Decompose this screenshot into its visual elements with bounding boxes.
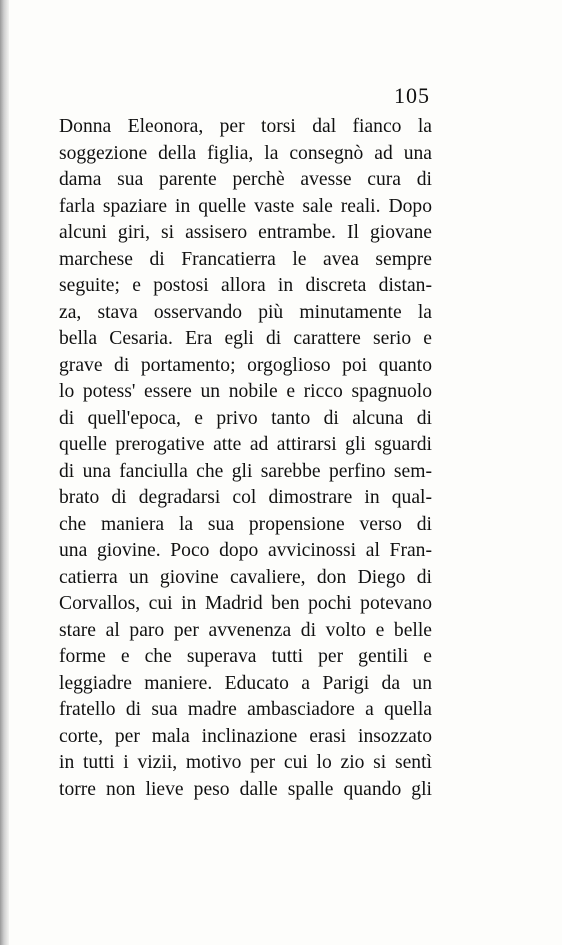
text-line: quelle prerogative atte ad attirarsi gli sguardi xyxy=(59,434,432,455)
text-line: brato di degradarsi col dimostrare in qual- xyxy=(59,487,432,508)
text-line: za, stava osservando più minutamente la xyxy=(59,301,432,323)
text-line: farla spaziare in quelle vaste sale reali. Dopo xyxy=(59,195,432,217)
text-line: di una fanciulla che gli sarebbe perfino sem- xyxy=(59,460,432,482)
text-line: catierra un giovine cavaliere, don Diego di xyxy=(59,566,432,588)
text-line: stare al paro per avvenenza di volto e belle xyxy=(59,619,432,641)
text-line: che maniera la sua propensione verso di xyxy=(59,513,432,535)
text-line: bella Cesaria. Era egli di carattere serio e xyxy=(59,328,432,349)
text-line: alcuni giri, si assisero entrambe. Il giovane xyxy=(59,222,432,243)
text-line: corte, per mala inclinazione erasi insozzato xyxy=(59,725,432,747)
page-number: 105 xyxy=(394,83,430,108)
text-line: soggezione della figlia, la consegnò ad una xyxy=(59,142,432,164)
text-line: marchese di Francatierra le avea sempre xyxy=(59,248,432,270)
text-line: una giovine. Poco dopo avvicinossi al Fran- xyxy=(59,540,432,561)
text-line: dama sua parente perchè avesse cura di xyxy=(59,169,432,190)
text-line: grave di portamento; orgoglioso poi quanto xyxy=(59,354,432,376)
text-line: forme e che superava tutti per gentili e xyxy=(59,646,432,667)
text-line: torre non lieve peso dalle spalle quando gli xyxy=(59,778,432,800)
text-line: fratello di sua madre ambasciadore a quella xyxy=(59,699,432,720)
body-text xyxy=(59,114,432,803)
text-line: seguite; e postosi allora in discreta distan- xyxy=(59,275,432,296)
text-line: Donna Eleonora, per torsi dal fianco la xyxy=(59,116,432,137)
text-line: di quell'epoca, e privo tanto di alcuna di xyxy=(59,407,432,429)
text-line: leggiadre maniere. Educato a Parigi da un xyxy=(59,672,432,694)
text-line: in tutti i vizii, motivo per cui lo zio si sentì xyxy=(59,752,432,773)
text-line: Corvallos, cui in Madrid ben pochi potevano xyxy=(59,593,432,614)
text-line: lo potess' essere un nobile e ricco spagnuolo xyxy=(59,381,432,402)
binding-gutter xyxy=(0,0,9,945)
